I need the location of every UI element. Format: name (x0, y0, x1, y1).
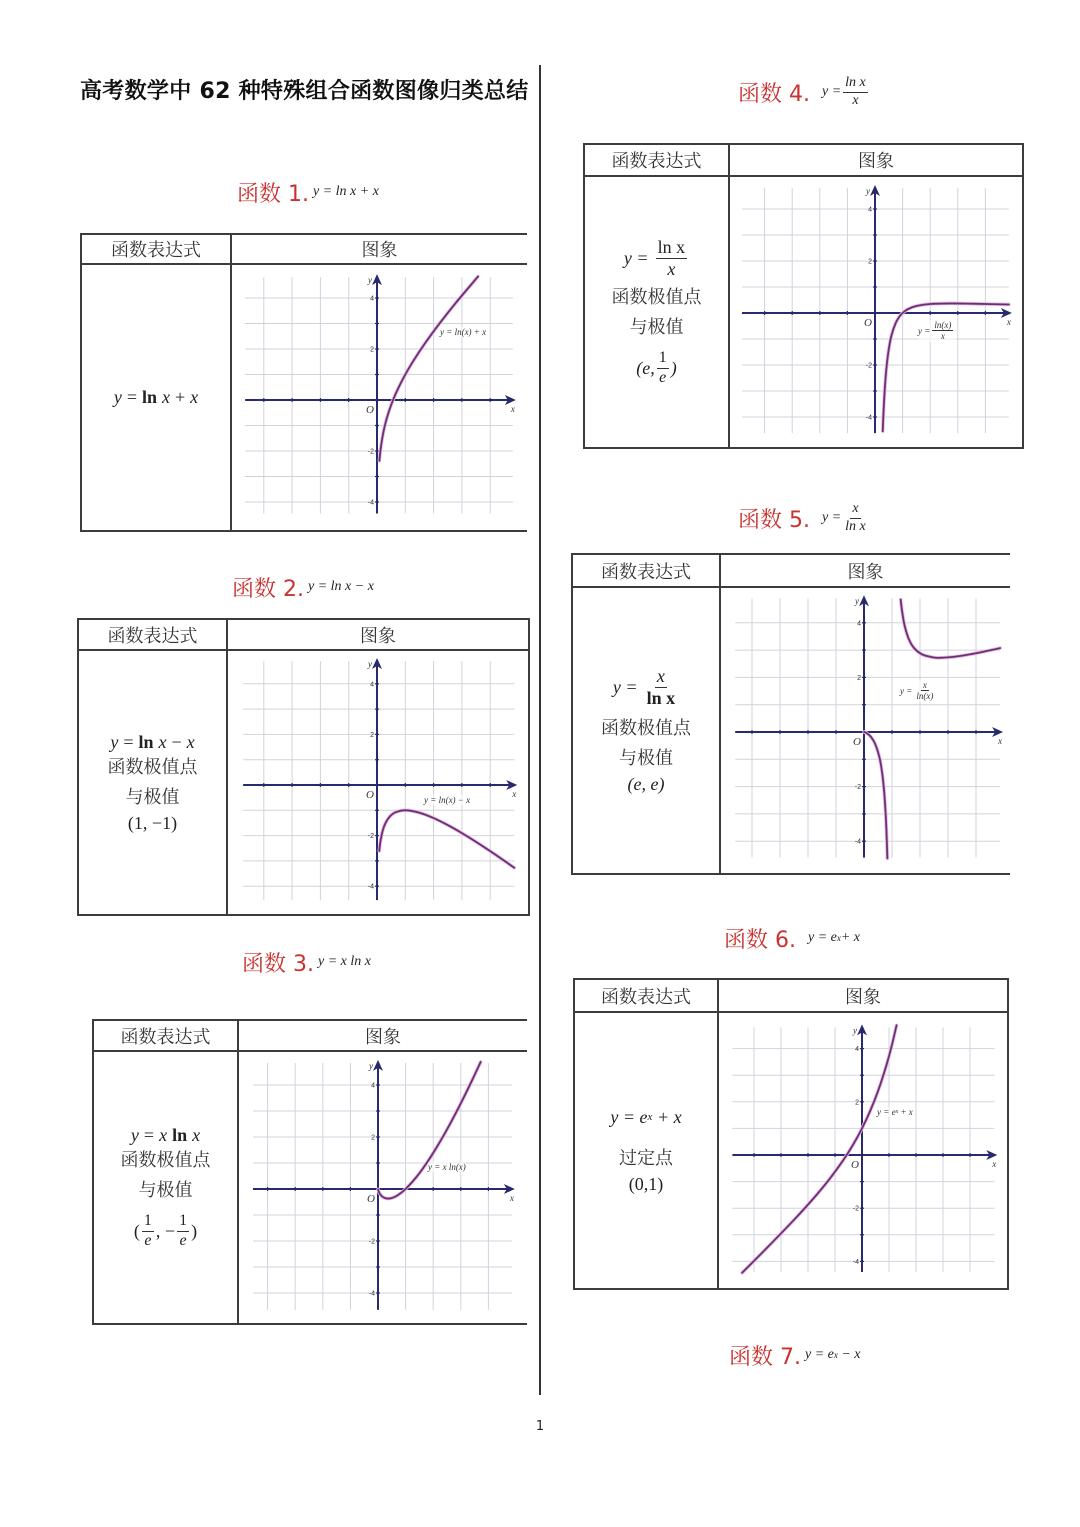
extremum-point: (1, −1) (127, 812, 178, 833)
header-graph: 图象 (361, 240, 398, 261)
x-axis-label: x (998, 736, 1003, 746)
table-row (94, 1052, 527, 1323)
heading-label: 函数 1. (237, 181, 309, 207)
x-axis-label: x (509, 1193, 514, 1203)
label-base: y = e (877, 1107, 896, 1117)
graph-cell (239, 1052, 527, 1323)
function-graph (721, 588, 1010, 873)
expr-token: − (171, 731, 182, 752)
extremum-point (134, 1212, 197, 1250)
expression (610, 1107, 681, 1128)
extremum-label: 与极值 (138, 1180, 193, 1202)
table-header-row (82, 235, 527, 265)
expr-token: x (190, 387, 199, 407)
y-tick-label: -2 (367, 448, 374, 456)
origin-label: O (853, 736, 861, 748)
y-axis-label: y (368, 275, 372, 286)
function-1-table (80, 233, 527, 532)
fraction (656, 237, 688, 279)
function-5-heading (738, 501, 870, 535)
expr-token: y (110, 731, 119, 752)
y-axis-label: y (866, 185, 870, 196)
grid (243, 661, 517, 900)
table-row (573, 588, 1010, 873)
extremum-label: 与极值 (619, 748, 673, 770)
y-tick-label: 4 (370, 681, 374, 689)
graph-cell (730, 177, 1022, 447)
denominator: x (940, 331, 945, 342)
header-expression: 函数表达式 (94, 1021, 239, 1050)
y-tick-label: -4 (852, 1258, 859, 1266)
graph-cell (719, 1013, 1007, 1288)
expression-cell (94, 1052, 239, 1323)
heading-formula: y = ln x + x (312, 184, 379, 199)
header-expression: 函数表达式 (82, 235, 232, 263)
origin-label: O (367, 1193, 375, 1205)
extremum-point: (e, e) (627, 774, 665, 795)
expr-token: = (126, 387, 137, 407)
numerator: 1 (142, 1212, 154, 1231)
heading-formula (822, 75, 870, 108)
function-graph (228, 651, 528, 914)
y-tick-label: 2 (370, 346, 374, 354)
denominator: e (144, 1231, 152, 1249)
extremum-label: 函数极值点 (601, 718, 691, 740)
table-row (575, 1013, 1007, 1288)
function-5-table (571, 553, 1010, 875)
expr-base: y = e (610, 1106, 648, 1127)
fraction (142, 1212, 154, 1250)
numerator: ln x (657, 236, 686, 257)
paren: ) (670, 357, 677, 378)
heading-formula: y = ln x − x (307, 579, 374, 594)
header-expression: 函数表达式 (573, 555, 721, 586)
formula-base: y = e (807, 930, 837, 945)
paren: ) (191, 1220, 198, 1241)
y-tick-label: 2 (855, 1099, 859, 1107)
page-title: 高考数学中 62 种特殊组合函数图像归类总结 (80, 79, 529, 104)
table-header-row (575, 980, 1007, 1013)
expr-tail: + x (652, 1106, 682, 1127)
function-1-heading (237, 175, 379, 209)
y-tick-label: -2 (854, 784, 861, 792)
extremum-label: 函数极值点 (107, 756, 198, 778)
y-tick-label: -4 (854, 838, 861, 846)
formula-tail: − x (837, 1347, 861, 1362)
heading-label: 函数 6. (724, 927, 796, 953)
formula-lhs: y = (821, 84, 842, 99)
numerator: ln x (843, 75, 868, 92)
expression (131, 1125, 200, 1146)
y-tick-label: 4 (855, 1046, 859, 1054)
function-graph (719, 1013, 1007, 1288)
graph-cell (228, 651, 528, 914)
function-graph (730, 177, 1022, 447)
table-row (82, 265, 527, 530)
y-axis-label: y (368, 659, 372, 670)
extremum-label: 函数极值点 (611, 287, 702, 309)
numerator: x (656, 665, 665, 686)
function-graph (239, 1052, 527, 1323)
fraction (177, 1212, 189, 1250)
expr-token: y (113, 387, 122, 407)
numerator: ln(x) (934, 320, 952, 330)
heading-label: 函数 3. (242, 951, 314, 977)
header-graph: 图象 (365, 1026, 401, 1048)
extremum-point (636, 349, 676, 387)
y-tick-label: -4 (865, 414, 872, 422)
function-3-heading (242, 945, 371, 979)
expr-token: ln (138, 731, 154, 752)
header-graph: 图象 (858, 151, 894, 172)
formula-tail: + x (840, 930, 861, 945)
heading-label: 函数 4. (738, 81, 810, 107)
table-header-row (94, 1021, 527, 1052)
y-tick-label: -4 (367, 883, 374, 891)
formula-lhs: y = (821, 510, 842, 525)
curve-glow (378, 1062, 481, 1199)
extremum-label: 与极值 (629, 317, 684, 339)
y-tick-label: 4 (370, 295, 374, 303)
function-7-heading (729, 1338, 861, 1372)
separator: , − (155, 1220, 176, 1241)
formula-base: y = e (804, 1347, 834, 1362)
x-axis-label: x (1006, 317, 1011, 327)
expr-token: x (158, 731, 167, 752)
denominator: ln x (646, 687, 676, 708)
y-tick-label: -2 (865, 362, 872, 370)
expression (613, 666, 679, 708)
expr-token: + (175, 387, 186, 407)
curve-label: y = ln(x) + x (440, 327, 487, 337)
numerator: x (922, 680, 927, 690)
expr-token: x (162, 387, 170, 407)
heading-label: 函数 7. (729, 1344, 801, 1370)
heading-formula (822, 501, 870, 534)
y-tick-label: -2 (367, 833, 374, 841)
expr-lhs: y = (623, 247, 649, 268)
graph-cell (721, 588, 1010, 873)
function-curve (379, 277, 478, 461)
label-lhs: y = (900, 685, 913, 696)
fraction (645, 666, 678, 708)
expr-token: x (186, 731, 195, 752)
table-header-row (585, 145, 1022, 177)
header-graph: 图象 (847, 561, 884, 583)
expr-token: x (159, 1125, 168, 1146)
formula-exponent: x (833, 1350, 838, 1360)
y-axis-label: y (855, 596, 859, 607)
header-expression: 函数表达式 (79, 620, 228, 649)
expr-token: ln (172, 1125, 188, 1146)
function-4-heading (738, 75, 870, 109)
y-tick-label: -2 (852, 1205, 859, 1213)
table-header-row (573, 555, 1010, 588)
grid (253, 1060, 512, 1310)
header-expression: 函数表达式 (585, 145, 730, 175)
function-4-table (583, 143, 1024, 449)
expr-token: x (192, 1125, 201, 1146)
heading-label: 函数 5. (738, 507, 810, 533)
function-2-heading (232, 570, 374, 604)
extremum-label: 与极值 (125, 786, 180, 808)
expression (110, 732, 194, 753)
grid (245, 277, 513, 513)
y-tick-label: 4 (857, 620, 861, 628)
fraction (843, 75, 868, 108)
fraction (932, 320, 953, 342)
expression-cell (575, 1013, 719, 1288)
numerator: x (850, 501, 860, 518)
header-expression: 函数表达式 (575, 980, 719, 1011)
function-curve (378, 1062, 481, 1199)
point-prefix: (e, (636, 357, 655, 378)
denominator: e (659, 368, 667, 386)
expression (624, 237, 689, 279)
expression-cell (573, 588, 721, 873)
fixed-point-label: 过定点 (619, 1147, 673, 1169)
denominator: e (179, 1231, 187, 1249)
function-2-table (77, 618, 530, 916)
fixed-point: (0,1) (628, 1173, 664, 1194)
expr-token: y (130, 1125, 139, 1146)
expression-cell (585, 177, 730, 447)
curve-label (877, 1107, 913, 1117)
formula-exponent: x (836, 933, 841, 943)
origin-label: O (366, 404, 374, 416)
y-tick-label: 2 (857, 674, 861, 682)
fraction (914, 680, 935, 702)
y-tick-label: 2 (868, 258, 872, 266)
function-curve (742, 1025, 896, 1273)
header-graph: 图象 (360, 625, 396, 647)
function-curve (901, 600, 1000, 658)
paren: ( (133, 1220, 140, 1241)
function-curve (864, 732, 887, 858)
numerator: 1 (177, 1212, 189, 1231)
expr-token: = (143, 1125, 155, 1146)
function-curve (379, 810, 514, 867)
page-number: 1 (535, 1419, 545, 1434)
y-tick-label: -4 (367, 499, 374, 507)
x-axis-label: x (992, 1159, 997, 1169)
function-6-table (573, 978, 1009, 1290)
table-row (79, 651, 528, 914)
curve-label: y = ln(x) − x (424, 795, 471, 805)
fraction (843, 501, 868, 534)
origin-label: O (864, 317, 872, 329)
denominator: x (852, 92, 859, 108)
graph-cell (232, 265, 527, 530)
label-exponent: x (895, 1109, 899, 1115)
grid (735, 598, 1003, 857)
y-axis-label: y (369, 1060, 373, 1071)
curve-glow (379, 277, 478, 461)
expression (114, 387, 198, 408)
expr-token: ln (141, 387, 157, 407)
y-axis-label: y (853, 1025, 857, 1036)
curve-glow (379, 810, 514, 867)
denominator: x (667, 258, 676, 279)
function-graph (232, 265, 527, 530)
heading-formula (805, 1347, 861, 1363)
expr-token: = (123, 731, 134, 752)
heading-formula (808, 930, 860, 946)
column-divider (539, 65, 541, 1395)
curve-label (900, 680, 937, 702)
heading-label: 函数 2. (232, 576, 304, 602)
origin-label: O (366, 789, 374, 801)
denominator: ln x (845, 518, 866, 534)
expression-cell (82, 265, 232, 530)
x-axis-label: x (512, 789, 517, 799)
y-tick-label: -2 (368, 1238, 375, 1246)
origin-label: O (851, 1159, 859, 1171)
curve-glow (742, 1025, 896, 1273)
heading-formula: y = x ln x (317, 954, 371, 969)
header-graph: 图象 (845, 986, 881, 1008)
label-lhs: y = (918, 325, 931, 336)
curve-label: y = x ln(x) (428, 1162, 466, 1172)
expression-cell (79, 651, 228, 914)
fraction (657, 349, 669, 387)
extremum-label: 函数极值点 (120, 1150, 211, 1172)
y-tick-label: 2 (371, 1134, 375, 1142)
x-axis-label: x (510, 404, 515, 414)
label-tail: + x (898, 1107, 913, 1117)
y-tick-label: 2 (370, 731, 374, 739)
y-tick-label: 4 (371, 1082, 375, 1090)
table-row (585, 177, 1022, 447)
expr-lhs: y = (612, 676, 638, 697)
denominator: ln(x) (916, 691, 934, 702)
expr-exponent: x (647, 1111, 653, 1123)
function-6-heading (724, 921, 860, 955)
numerator: 1 (657, 349, 669, 368)
curve-label (918, 320, 955, 342)
table-header-row (79, 620, 528, 651)
y-tick-label: 4 (868, 206, 872, 214)
y-tick-label: -4 (368, 1290, 375, 1298)
function-3-table (92, 1019, 527, 1325)
